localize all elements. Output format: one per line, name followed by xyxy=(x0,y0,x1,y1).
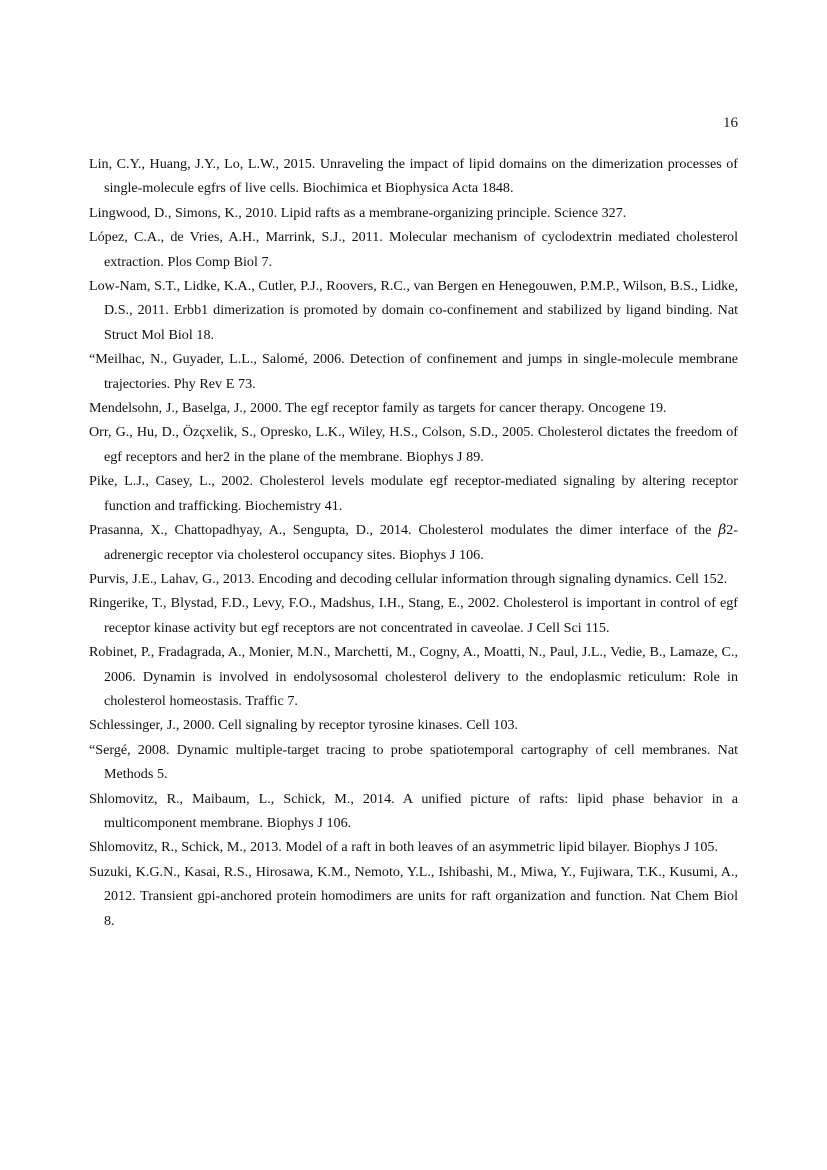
bibliography-entry: Lin, C.Y., Huang, J.Y., Lo, L.W., 2015. Unraveling the impact of lipid domains on the dimerization processes of single-molecule egfrs of live cells. Biochimica et Biophysica Acta 1848. xyxy=(89,156,738,197)
bibliography-entry: López, C.A., de Vries, A.H., Marrink, S.J., 2011. Molecular mechanism of cyclodextrin mediated cholesterol extraction. Plos Comp Biol 7. xyxy=(89,229,738,270)
page-number: 16 xyxy=(723,115,738,131)
bibliography-entry: Robinet, P., Fradagrada, A., Monier, M.N., Marchetti, M., Cogny, A., Moatti, N., Paul, J.L., Vedie, B., Lamaze, C., 2006. Dynamin is involved in endolysosomal cholesterol delivery to the endoplasmic reticulum: Role in cholesterol homeostasis. Traffic 7. xyxy=(89,644,738,709)
bibliography-entry: Low-Nam, S.T., Lidke, K.A., Cutler, P.J., Roovers, R.C., van Bergen en Henegouwen, P.M.P., Wilson, B.S., Lidke, D.S., 2011. Erbb1 dimerization is promoted by domain co-confinement and stabilized by ligand binding. Nat Struct Mol Biol 18. xyxy=(89,278,738,343)
bibliography-entry xyxy=(89,518,738,567)
bibliography-list xyxy=(89,152,738,933)
bibliography-entry: Shlomovitz, R., Schick, M., 2013. Model of a raft in both leaves of an asymmetric lipid bilayer. Biophys J 105. xyxy=(89,839,718,856)
bibliography-entry: “Meilhac, N., Guyader, L.L., Salomé, 2006. Detection of confinement and jumps in single-molecule membrane trajectories. Phy Rev E 73. xyxy=(89,351,738,392)
bibliography-entry: “Sergé, 2008. Dynamic multiple-target tracing to probe spatiotemporal cartography of cell membranes. Nat Methods 5. xyxy=(89,741,738,783)
entry-text-lead: Prasanna, X., Chattopadhyay, A., Sengupta, D., 2014. Cholesterol modulates the dimer interface of the xyxy=(89,522,719,539)
bibliography-entry: Ringerike, T., Blystad, F.D., Levy, F.O., Madshus, I.H., Stang, E., 2002. Cholesterol is important in control of egf receptor kinase activity but egf receptors are not concentrated in caveolae. J Cell Sci 115. xyxy=(89,595,738,636)
bibliography-entry: Shlomovitz, R., Maibaum, L., Schick, M., 2014. A unified picture of rafts: lipid phase behavior in a multicomponent membrane. Biophys J 106. xyxy=(89,790,738,831)
bibliography-entry: Mendelsohn, J., Baselga, J., 2000. The egf receptor family as targets for cancer therapy. Oncogene 19. xyxy=(89,400,667,417)
bibliography-entry: Pike, L.J., Casey, L., 2002. Cholesterol levels modulate egf receptor-mediated signaling by altering receptor function and trafficking. Biochemistry 41. xyxy=(89,473,738,514)
bibliography-entry: Purvis, J.E., Lahav, G., 2013. Encoding and decoding cellular information through signaling dynamics. Cell 152. xyxy=(89,570,728,587)
bibliography-entry: Orr, G., Hu, D., Özçxelik, S., Opresko, L.K., Wiley, H.S., Colson, S.D., 2005. Cholesterol dictates the freedom of egf receptors and her2 in the plane of the membrane. Biophys J 89. xyxy=(89,424,738,465)
entry-text-tail: 2-adrenergic receptor via cholesterol occupancy sites. Biophys J 106. xyxy=(104,522,738,563)
greek-beta-symbol: β xyxy=(718,522,727,539)
bibliography-entry: Schlessinger, J., 2000. Cell signaling by receptor tyrosine kinases. Cell 103. xyxy=(89,717,519,734)
bibliography-entry: Lingwood, D., Simons, K., 2010. Lipid rafts as a membrane-organizing principle. Science 327. xyxy=(89,204,627,221)
bibliography-entry: Suzuki, K.G.N., Kasai, R.S., Hirosawa, K.M., Nemoto, Y.L., Ishibashi, M., Miwa, Y., Fujiwara, T.K., Kusumi, A., 2012. Transient gpi-anchored protein homodimers are units for raft organization and function. Nat Chem Biol 8. xyxy=(89,863,738,929)
